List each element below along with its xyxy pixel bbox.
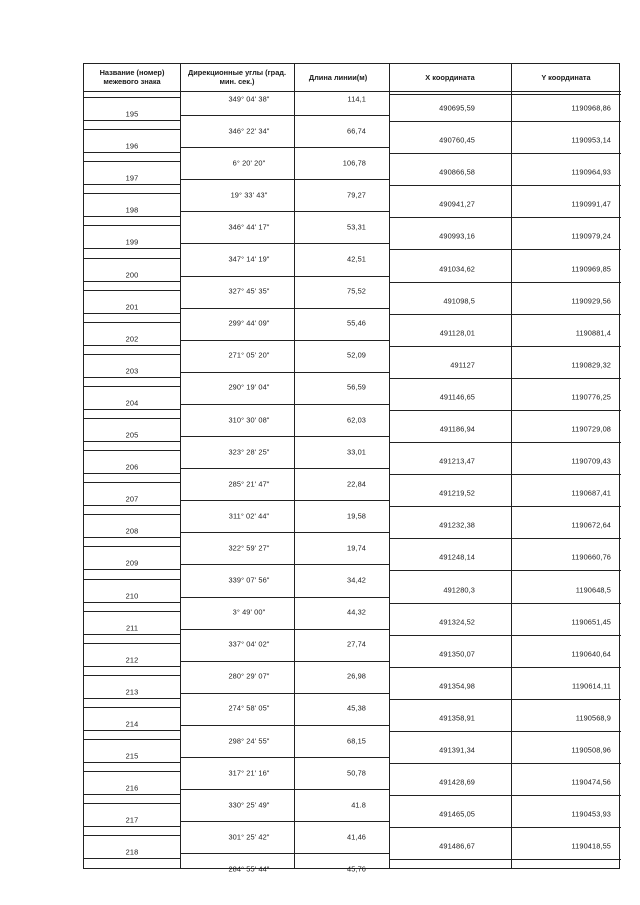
name-row-divider xyxy=(84,675,180,676)
segment-length: 68,15 xyxy=(347,736,366,745)
name-row-divider xyxy=(84,730,180,731)
segment-angle: 285° 21' 47" xyxy=(228,479,270,489)
segment-length: 27,74 xyxy=(347,639,366,649)
segment-angle: 339° 07' 56" xyxy=(228,575,270,585)
name-row-divider xyxy=(84,537,180,538)
column-divider xyxy=(180,64,181,868)
coord-row-divider xyxy=(389,538,621,539)
coord-row-divider xyxy=(389,314,621,315)
segment-row-divider xyxy=(180,308,389,309)
point-x: 491146,65 xyxy=(439,392,475,402)
column-divider xyxy=(294,64,295,868)
segment-angle: 271° 05' 20" xyxy=(228,350,270,360)
coord-row-divider xyxy=(389,442,621,443)
name-row-divider xyxy=(84,643,180,644)
segment-angle: 346° 22' 34" xyxy=(228,126,270,136)
segment-angle: 323° 28' 25" xyxy=(228,447,270,457)
point-x: 491213,47 xyxy=(439,456,475,466)
segment-length: 106,78 xyxy=(342,158,366,168)
name-row-divider xyxy=(84,707,180,708)
name-row-divider xyxy=(84,152,180,153)
segment-angle: 290° 19' 04" xyxy=(228,382,270,392)
point-y: 1190829,32 xyxy=(571,360,611,370)
point-name: 201 xyxy=(125,302,139,312)
segment-length: 50,78 xyxy=(347,768,366,778)
point-x: 491232,38 xyxy=(439,520,475,530)
name-row-divider xyxy=(84,345,180,346)
point-x: 491248,14 xyxy=(439,552,475,562)
name-row-divider xyxy=(84,354,180,355)
coord-row-divider xyxy=(389,699,621,700)
name-row-divider xyxy=(84,835,180,836)
coord-row-divider xyxy=(389,667,621,668)
point-x: 490866,58 xyxy=(439,167,475,177)
name-row-divider xyxy=(84,129,180,130)
segment-row-divider xyxy=(180,532,389,533)
segment-row-divider xyxy=(180,789,389,790)
name-row-divider xyxy=(84,248,180,249)
point-x: 491354,98 xyxy=(439,681,475,691)
point-x: 491186,94 xyxy=(439,424,475,434)
point-name: 207 xyxy=(125,494,139,504)
segment-length: 45,38 xyxy=(347,703,366,713)
coord-row-divider xyxy=(389,282,621,283)
segment-length: 52,09 xyxy=(347,350,366,360)
name-row-divider xyxy=(84,698,180,699)
segment-row-divider xyxy=(180,757,389,758)
name-row-divider xyxy=(84,386,180,387)
coord-row-divider xyxy=(389,474,621,475)
point-x: 491428,69 xyxy=(439,777,475,787)
segment-angle: 330° 25' 49" xyxy=(228,800,270,810)
segment-length: 55,46 xyxy=(347,318,366,328)
point-x: 491391,34 xyxy=(439,745,475,755)
name-row-divider xyxy=(84,771,180,772)
point-name: 216 xyxy=(125,783,139,793)
segment-length: 22,84 xyxy=(347,479,366,489)
segment-angle: 6° 20' 20" xyxy=(232,158,266,168)
point-y: 1190614,11 xyxy=(572,681,611,691)
segment-angle: 284° 55' 44" xyxy=(228,864,270,874)
segment-length: 26,98 xyxy=(347,671,366,681)
name-row-divider xyxy=(84,281,180,282)
point-name: 214 xyxy=(125,719,139,729)
segment-row-divider xyxy=(180,211,389,212)
point-y: 1190729,08 xyxy=(571,424,611,434)
name-row-divider xyxy=(84,803,180,804)
name-row-divider xyxy=(84,611,180,612)
coord-row-divider xyxy=(389,121,621,122)
header-y: Y координата xyxy=(541,72,591,82)
point-y: 1190991,47 xyxy=(571,199,611,209)
coord-row-divider xyxy=(389,827,621,828)
header-x: X координата xyxy=(425,72,475,82)
point-x: 491350,07 xyxy=(439,649,475,659)
point-x: 491358,91 xyxy=(439,713,475,723)
coord-row-divider xyxy=(389,635,621,636)
name-row-divider xyxy=(84,482,180,483)
point-x: 490993,16 xyxy=(439,231,475,241)
segment-angle: 280° 29' 07" xyxy=(228,671,270,681)
segment-length: 75,52 xyxy=(347,286,366,296)
segment-length: 19,74 xyxy=(347,543,366,553)
name-row-divider xyxy=(84,290,180,291)
name-row-divider xyxy=(84,762,180,763)
segment-length: 56,59 xyxy=(347,382,366,392)
point-name: 215 xyxy=(125,751,139,761)
coord-row-divider xyxy=(389,506,621,507)
header-name: Название (номер) межевого знака xyxy=(99,68,165,86)
point-y: 1190881,4 xyxy=(575,328,611,338)
coord-row-divider xyxy=(389,153,621,154)
segment-length: 33,01 xyxy=(347,447,366,457)
name-row-divider xyxy=(84,858,180,859)
segment-row-divider xyxy=(180,340,389,341)
segment-angle: 317° 21' 16" xyxy=(228,768,270,778)
name-row-divider xyxy=(84,739,180,740)
point-name: 210 xyxy=(125,591,139,600)
coord-row-divider xyxy=(389,185,621,186)
coord-row-divider xyxy=(389,731,621,732)
name-row-divider xyxy=(84,505,180,506)
point-x: 491034,62 xyxy=(439,264,475,273)
point-y: 1190453,93 xyxy=(571,809,611,819)
point-y: 1190968,86 xyxy=(571,103,611,113)
point-name: 205 xyxy=(125,430,139,440)
point-name: 212 xyxy=(125,655,139,665)
point-y: 1190651,45 xyxy=(571,617,611,627)
point-name: 203 xyxy=(125,366,139,376)
name-row-divider xyxy=(84,377,180,378)
segment-row-divider xyxy=(180,500,389,501)
segment-length: 34,42 xyxy=(347,575,366,585)
coord-row-divider xyxy=(389,570,621,571)
name-row-divider xyxy=(84,313,180,314)
coord-row-divider xyxy=(389,217,621,218)
point-name: 204 xyxy=(125,398,139,408)
coord-row-divider xyxy=(389,763,621,764)
segment-row-divider xyxy=(180,725,389,726)
segment-length: 44,32 xyxy=(347,607,366,617)
name-row-divider xyxy=(84,473,180,474)
point-y: 1190979,24 xyxy=(571,231,611,241)
segment-row-divider xyxy=(180,243,389,244)
segment-row-divider xyxy=(180,821,389,822)
name-row-divider xyxy=(84,216,180,217)
name-row-divider xyxy=(84,441,180,442)
point-y: 1190709,43 xyxy=(571,456,611,466)
segment-row-divider xyxy=(180,436,389,437)
point-name: 208 xyxy=(125,526,139,536)
segment-angle: 347° 14' 19" xyxy=(228,254,270,264)
point-x: 490695,59 xyxy=(439,103,475,113)
segment-angle: 19° 33' 43" xyxy=(230,190,268,200)
coord-row-divider xyxy=(389,795,621,796)
point-name: 195 xyxy=(125,109,139,119)
segment-angle: 310° 30' 08" xyxy=(228,415,270,424)
point-y: 1190687,41 xyxy=(571,488,611,498)
segment-length: 53,31 xyxy=(347,222,366,232)
point-x: 491280,3 xyxy=(443,585,475,594)
header-length: Длина линии(м) xyxy=(308,72,368,82)
coord-row-divider xyxy=(389,410,621,411)
name-row-divider xyxy=(84,258,180,259)
point-name: 202 xyxy=(125,334,139,344)
name-row-divider xyxy=(84,579,180,580)
segment-length: 41,46 xyxy=(347,832,366,842)
coord-row-divider xyxy=(389,94,621,95)
coordinates-table xyxy=(83,63,620,874)
segment-angle: 349° 04' 38" xyxy=(228,94,270,103)
point-name: 200 xyxy=(125,270,139,279)
point-x: 490941,27 xyxy=(439,199,475,209)
header-angle: Дирекционные углы (град. мин. сек.) xyxy=(187,68,287,86)
segment-angle: 298° 24' 55" xyxy=(228,736,270,745)
name-row-divider xyxy=(84,569,180,570)
name-row-divider xyxy=(84,322,180,323)
segment-row-divider xyxy=(180,147,389,148)
point-y: 1190418,55 xyxy=(571,841,611,851)
name-row-divider xyxy=(84,97,180,98)
point-name: 218 xyxy=(125,847,139,857)
point-name: 197 xyxy=(125,173,139,183)
name-row-divider xyxy=(84,546,180,547)
segment-row-divider xyxy=(180,853,389,854)
point-name: 209 xyxy=(125,558,139,568)
point-x: 491324,52 xyxy=(439,617,475,627)
point-x: 491127 xyxy=(450,360,475,370)
point-y: 1190568,9 xyxy=(575,713,611,723)
name-row-divider xyxy=(84,161,180,162)
coord-row-divider xyxy=(389,249,621,250)
name-row-divider xyxy=(84,514,180,515)
name-row-divider xyxy=(84,666,180,667)
segment-row-divider xyxy=(180,693,389,694)
point-name: 211 xyxy=(125,623,139,633)
point-y: 1190640,64 xyxy=(571,649,611,659)
name-row-divider xyxy=(84,450,180,451)
segment-row-divider xyxy=(180,629,389,630)
segment-angle: 327° 45' 35" xyxy=(228,286,270,296)
name-row-divider xyxy=(84,602,180,603)
name-row-divider xyxy=(84,634,180,635)
name-row-divider xyxy=(84,184,180,185)
header-divider xyxy=(84,91,621,92)
segment-length: 66,74 xyxy=(347,126,366,136)
point-x: 491098,5 xyxy=(443,296,475,306)
segment-row-divider xyxy=(180,597,389,598)
point-y: 1190660,76 xyxy=(571,552,611,562)
point-name: 199 xyxy=(125,237,139,247)
segment-row-divider xyxy=(180,468,389,469)
point-y: 1190969,85 xyxy=(571,264,611,273)
segment-row-divider xyxy=(180,404,389,405)
segment-angle: 337° 04' 02" xyxy=(228,639,270,649)
coord-row-divider xyxy=(389,378,621,379)
segment-angle: 3° 49' 00" xyxy=(232,607,266,617)
segment-angle: 274° 58' 05" xyxy=(228,703,270,713)
point-y: 1190508,96 xyxy=(571,745,611,755)
point-name: 217 xyxy=(125,815,139,825)
segment-angle: 311° 02' 44" xyxy=(228,511,270,521)
point-y: 1190776,25 xyxy=(571,392,611,402)
segment-length: 79,27 xyxy=(347,190,366,200)
point-y: 1190929,56 xyxy=(571,296,611,306)
segment-length: 42,51 xyxy=(347,254,366,264)
segment-row-divider xyxy=(180,372,389,373)
point-x: 491219,52 xyxy=(439,488,475,498)
name-row-divider xyxy=(84,120,180,121)
point-x: 491128,01 xyxy=(439,328,475,338)
name-row-divider xyxy=(84,225,180,226)
segment-length: 19,58 xyxy=(347,511,366,521)
coord-row-divider xyxy=(389,346,621,347)
segment-angle: 301° 25' 42" xyxy=(228,832,270,842)
coord-row-divider xyxy=(389,859,621,860)
segment-length: 41.8 xyxy=(351,800,366,810)
point-name: 198 xyxy=(125,205,139,215)
coord-row-divider xyxy=(389,603,621,604)
name-row-divider xyxy=(84,794,180,795)
segment-length: 45,76 xyxy=(347,864,366,874)
name-row-divider xyxy=(84,826,180,827)
name-row-divider xyxy=(84,418,180,419)
point-x: 491465,05 xyxy=(439,809,475,819)
name-row-divider xyxy=(84,193,180,194)
point-y: 1190474,56 xyxy=(571,777,611,787)
segment-row-divider xyxy=(180,661,389,662)
segment-row-divider xyxy=(180,115,389,116)
point-name: 206 xyxy=(125,462,139,472)
segment-angle: 346° 44' 17" xyxy=(228,222,270,232)
name-row-divider xyxy=(84,409,180,410)
point-y: 1190672,64 xyxy=(571,520,611,530)
point-y: 1190648,5 xyxy=(575,585,611,594)
point-x: 490760,45 xyxy=(439,135,475,145)
segment-row-divider xyxy=(180,276,389,277)
segment-angle: 299° 44' 09" xyxy=(228,318,270,328)
segment-length: 114,1 xyxy=(347,94,366,103)
point-name: 213 xyxy=(125,687,139,697)
point-y: 1190964,93 xyxy=(571,167,611,177)
segment-angle: 322° 59' 27" xyxy=(228,543,270,553)
point-x: 491486,67 xyxy=(439,841,475,851)
segment-row-divider xyxy=(180,564,389,565)
point-y: 1190953,14 xyxy=(571,135,611,145)
segment-length: 62,03 xyxy=(347,415,366,424)
point-name: 196 xyxy=(125,141,139,151)
segment-row-divider xyxy=(180,179,389,180)
